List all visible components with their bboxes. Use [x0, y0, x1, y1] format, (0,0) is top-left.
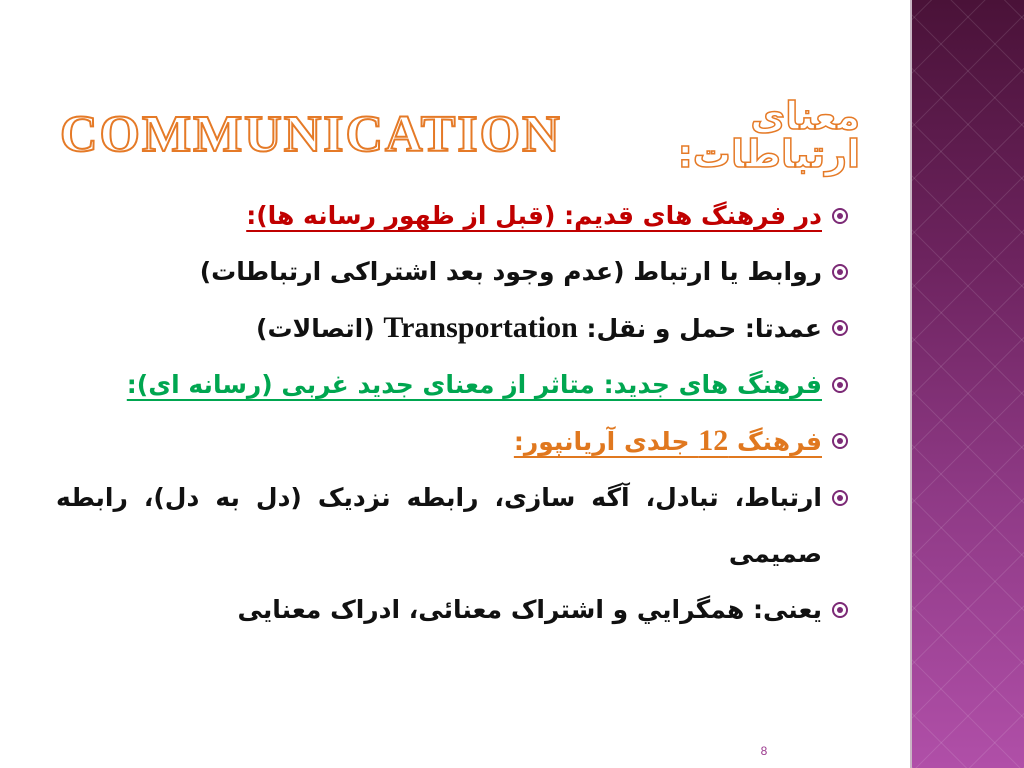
- slide-title: [60, 94, 860, 176]
- bullet-text: یعنی: همگرايي و اشتراک معنائی، ادراک معنایی: [237, 595, 822, 624]
- bullet-item-meaning: [56, 582, 852, 638]
- page-number: 8: [760, 744, 768, 758]
- bullet-item-old-cultures: [56, 188, 852, 244]
- bullet-list: [56, 188, 852, 638]
- bullet-circle-icon: [832, 433, 848, 449]
- bullet-text-after: جلدی آریانپور:: [513, 427, 699, 456]
- bullet-text: ارتباط، تبادل، آگه سازی، رابطه نزدیک (دل به دل)، رابطه صمیمی: [56, 483, 822, 568]
- bullet-text-before: فرهنگ: [728, 427, 822, 456]
- bullet-text: فرهنگ های جدید: متاثر از معنای جدید غربی (رسانه ای):: [126, 370, 822, 399]
- bullet-circle-icon: [832, 208, 848, 224]
- bullet-item-definitions: [56, 470, 852, 582]
- bullet-circle-icon: [832, 264, 848, 280]
- title-english: COMMUNICATION: [60, 106, 562, 163]
- bullet-text-after: (اتصالات): [256, 314, 384, 343]
- bullet-text: روابط یا ارتباط (عدم وجود بعد اشتراکی ارتباطات): [199, 257, 822, 286]
- bullet-circle-icon: [832, 490, 848, 506]
- bullet-circle-icon: [832, 377, 848, 393]
- bullet-text-latin: Transportation: [383, 311, 578, 344]
- bullet-item-aryanpour: [56, 413, 852, 470]
- bullet-circle-icon: [832, 320, 848, 336]
- bullet-text-before: عمدتا: حمل و نقل:: [577, 314, 822, 343]
- bullet-item-relations: [56, 244, 852, 300]
- bullet-circle-icon: [832, 602, 848, 618]
- decorative-side-band: [912, 0, 1024, 768]
- bullet-item-transportation: [56, 300, 852, 357]
- bullet-text-latin: 12: [698, 424, 729, 457]
- bullet-item-new-cultures: [56, 357, 852, 413]
- bullet-text: در فرهنگ های قدیم: (قبل از ظهور رسانه ها):: [246, 201, 822, 230]
- title-persian: معنای ارتباطات:: [677, 94, 860, 176]
